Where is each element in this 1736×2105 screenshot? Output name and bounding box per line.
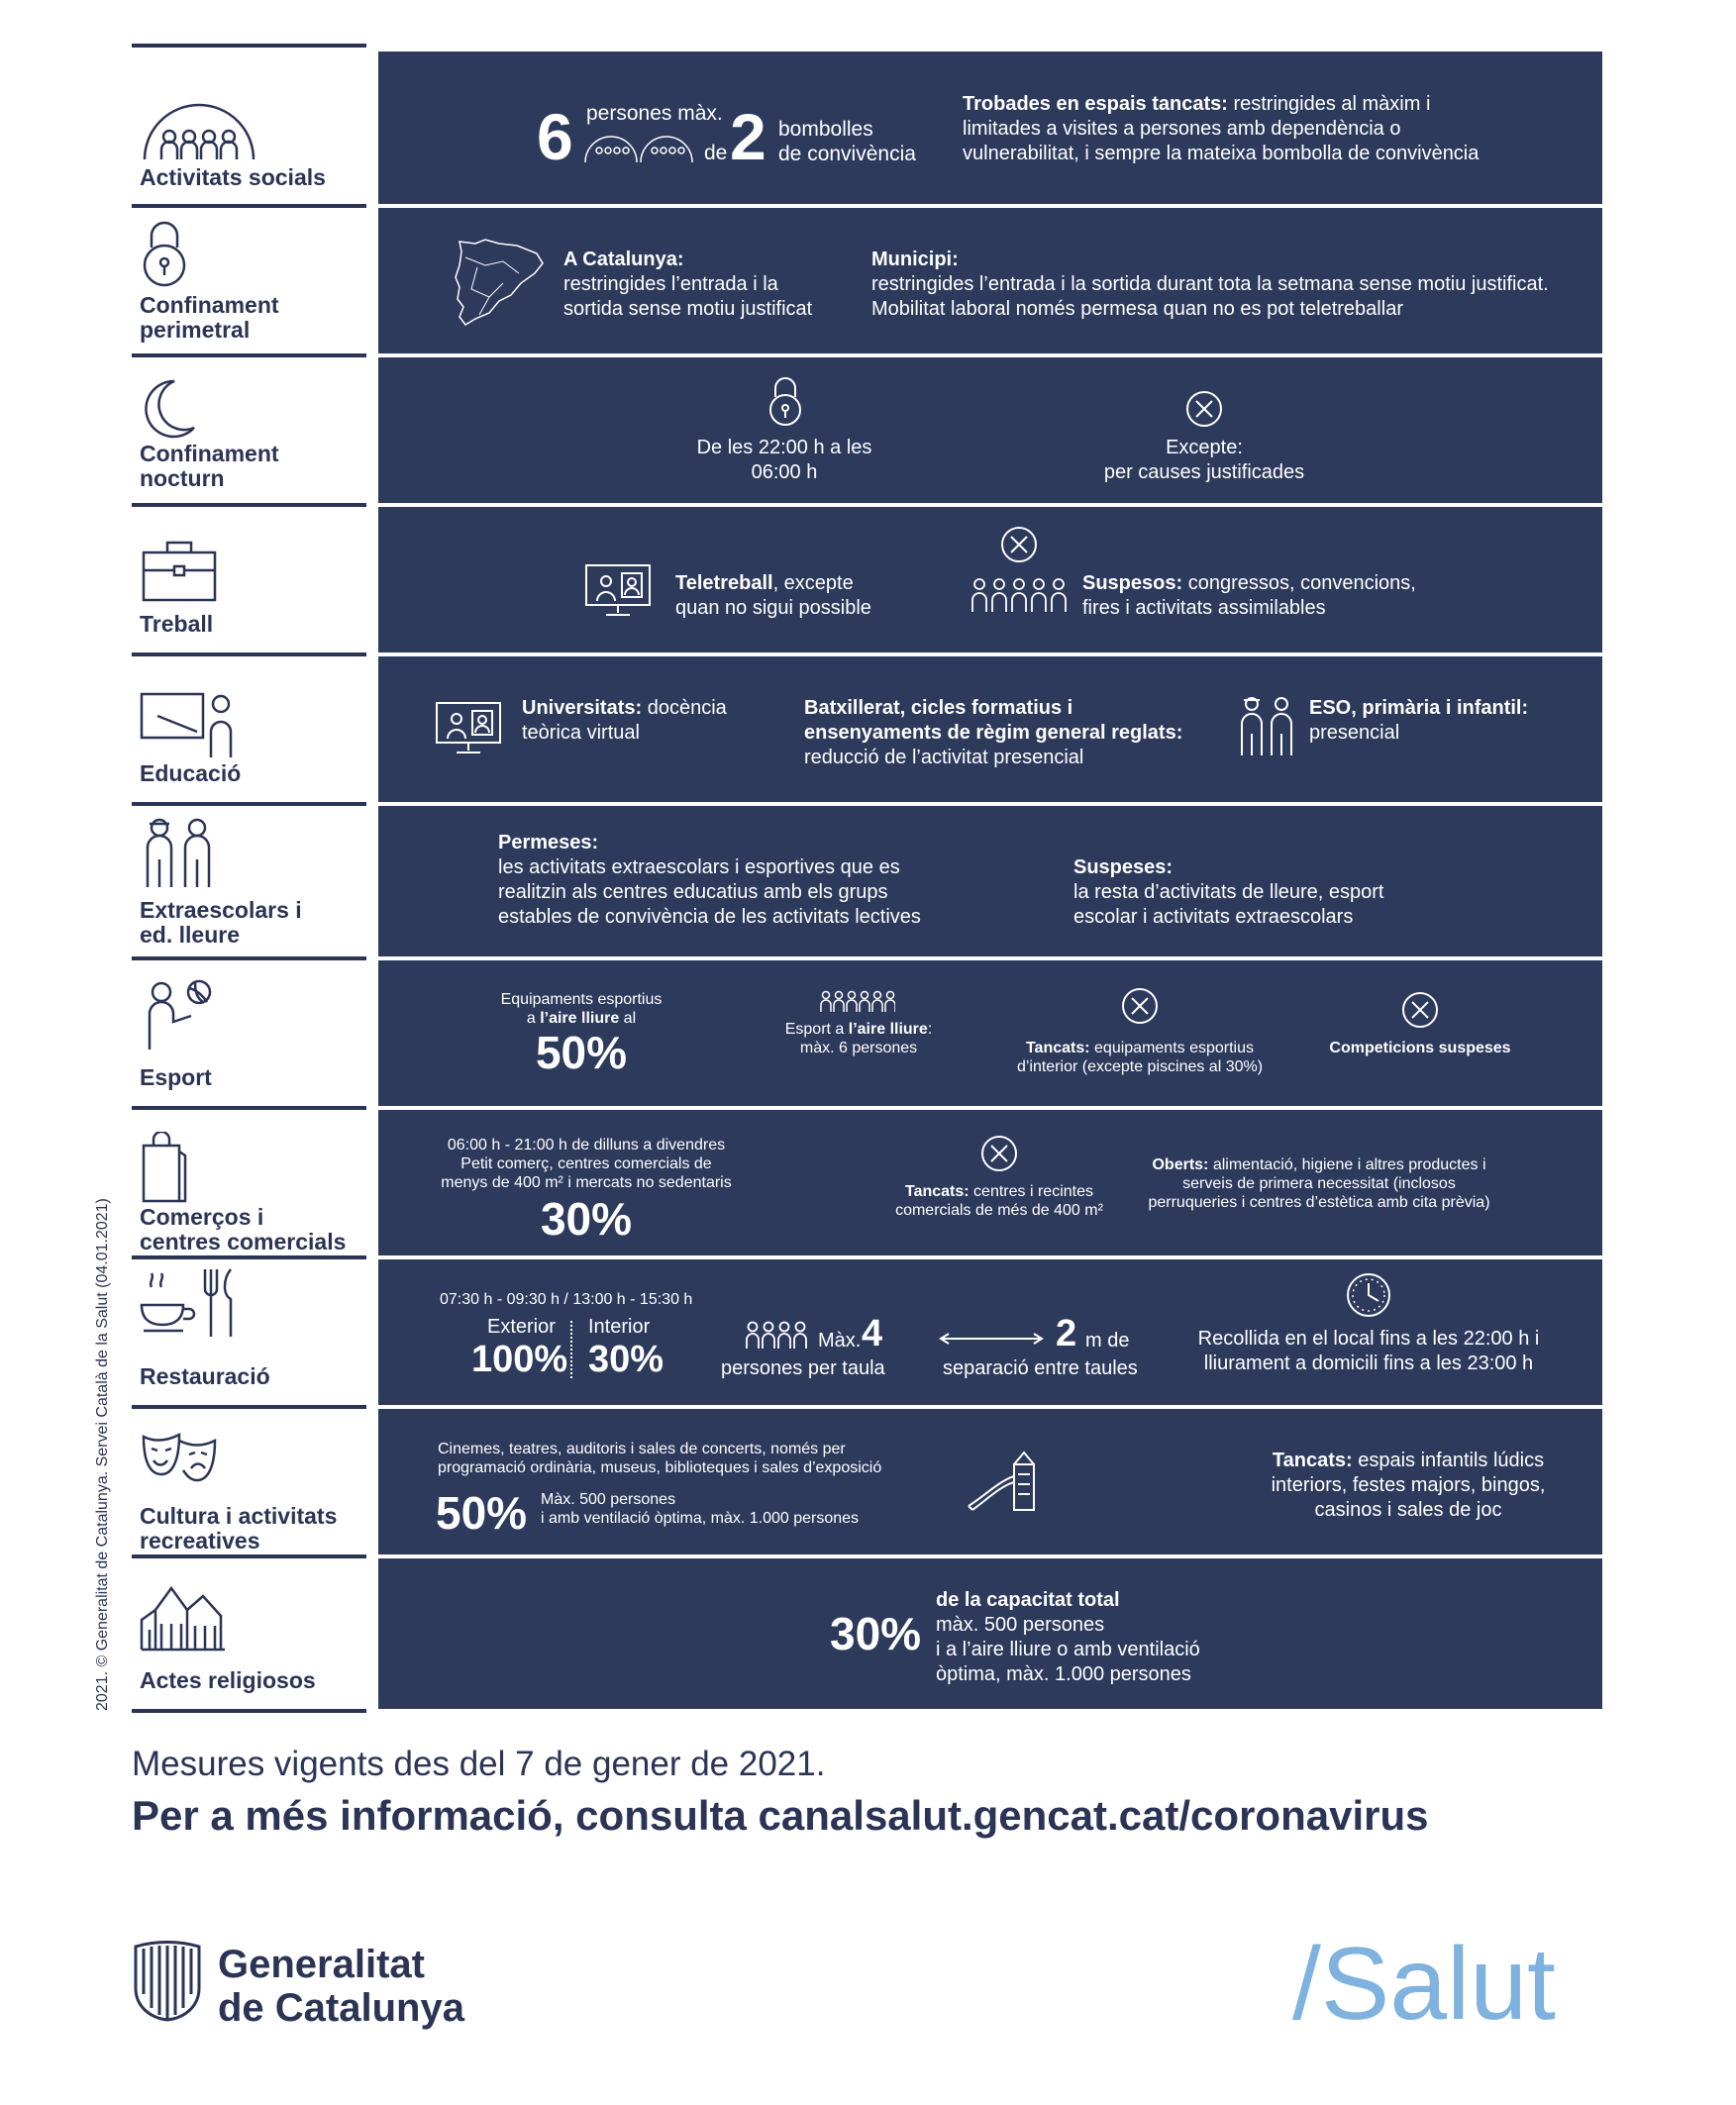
social-text-3: vulnerabilitat, i sempre la mateixa bombolla de convivència	[963, 143, 1480, 164]
audience-icon	[970, 576, 1068, 616]
suspeses-text-2: escolar i activitats extraescolars	[1073, 906, 1354, 928]
competitions-suspended: Competicions suspeses	[1329, 1040, 1511, 1056]
group-of-four-icon	[745, 1321, 808, 1351]
cross-circle-icon	[999, 525, 1039, 564]
suspesos-text-2: fires i activitats assimilables	[1082, 597, 1326, 619]
panel-nocturn	[378, 357, 1602, 503]
theatre-masks-icon	[140, 1427, 219, 1496]
category-educacio	[132, 652, 366, 806]
teletreball-text-1: Teletreball, excepte	[675, 572, 854, 594]
panel-extraescolars	[378, 806, 1602, 956]
divider	[132, 1709, 366, 1713]
except-1: Excepte:	[1166, 437, 1243, 458]
takeaway-1: Recollida en el local fins a les 22:00 h i	[1197, 1328, 1540, 1350]
category-extra	[132, 802, 366, 960]
open-shops-3: perruqueries i centres d’estètica amb cita prèvia)	[1148, 1194, 1490, 1211]
permeses-text-2: realitzin als centres educatius amb els grups	[498, 881, 888, 903]
cross-circle-icon	[1400, 990, 1440, 1030]
permeses-text-1: les activitats extraescolars i esportives que es	[498, 856, 900, 878]
teletreball-text-2: quan no sigui possible	[675, 597, 871, 619]
catalunya-text-1: restringides l’entrada i la	[563, 273, 778, 295]
closed-leisure-3: casinos i sales de joc	[1314, 1499, 1502, 1521]
eso-text-2: presencial	[1309, 722, 1400, 744]
category-religiosos	[132, 1554, 366, 1713]
category-esport	[132, 956, 366, 1110]
category-social	[132, 44, 366, 208]
footer-info: Per a més informació, consulta canalsalut.gencat.cat/coronavirus	[132, 1792, 1429, 1839]
de-label: de	[704, 142, 728, 164]
clock-icon	[1345, 1271, 1392, 1319]
interior-pct: 30%	[588, 1339, 664, 1380]
briefcase-icon	[140, 535, 219, 604]
religious-pct: 30%	[830, 1608, 922, 1659]
religious-text-3: òptima, màx. 1.000 persones	[936, 1663, 1191, 1685]
category-label: Comerços i centres comercials	[140, 1204, 347, 1254]
playground-icon	[965, 1449, 1044, 1514]
exterior-label: Exterior	[487, 1316, 556, 1338]
social-text-2: limitades a visites a persones amb dependència o	[963, 118, 1401, 140]
category-comerc	[132, 1106, 366, 1259]
group-dome-icon	[140, 95, 258, 164]
category-restauracio	[132, 1255, 366, 1409]
video-call-icon	[584, 563, 652, 618]
footer-validity: Mesures vigents des del 7 de gener de 2021.	[132, 1745, 826, 1783]
religious-text-1: màx. 500 persones	[936, 1614, 1105, 1636]
panel-educacio	[378, 656, 1602, 802]
closed-facilities-1: Tancats: equipaments esportius	[1025, 1040, 1255, 1056]
religious-title: de la capacitat total	[936, 1589, 1120, 1611]
culture-pct: 50%	[436, 1487, 528, 1539]
catalonia-map-icon	[438, 238, 547, 332]
divider	[132, 44, 366, 48]
moon-icon	[140, 373, 199, 443]
universitats-text-1: Universitats: docència	[522, 697, 727, 719]
panel-restauracio	[378, 1259, 1602, 1405]
persons-label: persones màx.	[586, 102, 723, 125]
suspesos-text-1: Suspesos: congressos, convencions,	[1082, 572, 1416, 594]
distance-arrow-icon	[939, 1332, 1044, 1346]
category-label: Restauració	[140, 1363, 270, 1389]
permeses-text-3: estables de convivència de les activitats lectives	[498, 906, 921, 928]
universitats-text-2: teòrica virtual	[522, 722, 640, 744]
bubbles-icon	[583, 131, 697, 164]
category-nocturn	[132, 353, 366, 507]
culture-text-1: Cinemes, teatres, auditoris i sales de concerts, només per	[438, 1441, 846, 1457]
outdoor-facilities-pct: 50%	[535, 1027, 628, 1078]
category-label: Educació	[140, 760, 242, 786]
shopping-bag-icon	[140, 1132, 189, 1206]
padlock-icon	[140, 216, 189, 290]
bubbles-number: 2	[730, 100, 766, 173]
bubbles-label-1: bombolles	[778, 118, 873, 141]
logo-line-1: Generalitat	[218, 1943, 425, 1986]
category-label: Esport	[140, 1064, 212, 1090]
curfew-hours-1: De les 22:00 h a les	[696, 437, 872, 458]
suspeses-text-1: la resta d’activitats de lleure, esport	[1073, 881, 1384, 903]
category-treball	[132, 503, 366, 656]
group-of-six-icon	[820, 990, 895, 1014]
category-label: Activitats socials	[140, 164, 326, 190]
closed-leisure-2: interiors, festes majors, bingos,	[1271, 1474, 1546, 1496]
restaurant-hours: 07:30 h - 09:30 h / 13:00 h - 15:30 h	[440, 1291, 693, 1308]
open-shops-1: Oberts: alimentació, higiene i altres productes i	[1152, 1156, 1486, 1173]
padlock-icon	[766, 373, 805, 428]
bubbles-label-2: de convivència	[778, 143, 916, 165]
children-icon	[1236, 694, 1297, 757]
panel-comercos	[378, 1110, 1602, 1255]
category-label: Treball	[140, 611, 214, 637]
religious-text-2: i a l’aire lliure o amb ventilació	[936, 1639, 1200, 1660]
municipi-text-2: Mobilitat laboral només permesa quan no es pot teletreballar	[871, 298, 1403, 320]
shop-text-2: Petit comerç, centres comercials de	[460, 1155, 712, 1172]
shop-hours: 06:00 h - 21:00 h de dilluns a divendres	[447, 1137, 726, 1153]
exterior-pct: 100%	[471, 1339, 568, 1380]
church-icon	[140, 1584, 229, 1654]
distance-label: separació entre taules	[943, 1357, 1138, 1379]
max-per-table: 4	[862, 1313, 883, 1354]
panel-treball	[378, 507, 1602, 652]
athlete-ball-icon	[140, 978, 219, 1052]
culture-max-1: Màx. 500 persones	[541, 1491, 676, 1508]
except-2: per causes justificades	[1103, 461, 1305, 483]
closed-facilities-2: d’interior (excepte piscines al 30%)	[1016, 1058, 1264, 1075]
outdoor-sport-1: Esport a l’aire lliure:	[784, 1021, 933, 1038]
generalitat-emblem-icon	[132, 1941, 203, 2022]
salut-brand: /Salut	[1292, 1927, 1556, 2042]
category-label: Actes religiosos	[140, 1667, 316, 1693]
logo-line-2: de Catalunya	[218, 1986, 464, 2030]
cross-circle-icon	[1120, 986, 1160, 1026]
category-label: Extraescolars i ed. lleure	[140, 897, 302, 948]
open-shops-2: serveis de primera necessitat (inclosos	[1182, 1175, 1456, 1192]
permeses-title: Permeses:	[498, 832, 599, 853]
side-credit: 2021. © Generalitat de Catalunya. Servei Català de la Salut (04.01.2021)	[94, 1198, 111, 1711]
outdoor-sport-2: màx. 6 persones	[799, 1040, 918, 1056]
catalunya-text-2: sortida sense motiu justificat	[563, 298, 813, 320]
outdoor-facilities-1: Equipaments esportius	[500, 991, 663, 1008]
divider	[570, 1321, 572, 1378]
outdoor-facilities-2: a l’aire lliure al	[526, 1010, 637, 1027]
shop-text-3: menys de 400 m² i mercats no sedentaris	[441, 1174, 732, 1191]
shop-pct: 30%	[540, 1193, 633, 1245]
batxillerat-text-2: ensenyaments de règim general reglats:	[804, 722, 1183, 744]
category-label: Confinament nocturn	[140, 441, 279, 491]
closed-leisure-1: Tancats: espais infantils lúdics	[1272, 1450, 1545, 1471]
culture-text-2: programació ordinària, museus, biblioteques i sales d’exposició	[438, 1459, 882, 1476]
category-label: Cultura i activitats recreatives	[140, 1503, 338, 1554]
culture-max-2: i amb ventilació òptima, màx. 1.000 persones	[541, 1510, 860, 1527]
social-text-1: Trobades en espais tancats: restringides al màxim i	[963, 93, 1431, 115]
panel-perimetral	[378, 208, 1602, 353]
panel-esport	[378, 960, 1602, 1106]
video-call-icon	[435, 701, 502, 755]
distance-number: 2	[1056, 1313, 1077, 1354]
interior-label: Interior	[588, 1316, 651, 1338]
cross-circle-icon	[1184, 389, 1224, 429]
panel-religiosos	[378, 1558, 1602, 1709]
municipi-title: Municipi:	[871, 249, 959, 270]
category-cultura	[132, 1405, 366, 1558]
municipi-text-1: restringides l’entrada i la sortida durant tota la setmana sense motiu justificat.	[871, 273, 1549, 295]
children-icon	[140, 816, 219, 890]
generalitat-logo-text	[218, 1943, 464, 2030]
panel-cultura	[378, 1409, 1602, 1554]
catalunya-title: A Catalunya:	[563, 249, 684, 270]
eso-text-1: ESO, primària i infantil:	[1309, 697, 1529, 719]
curfew-hours-2: 06:00 h	[751, 461, 818, 483]
category-perimetral	[132, 204, 366, 357]
batxillerat-text-3: reducció de l’activitat presencial	[804, 747, 1084, 768]
category-label: Confinament perimetral	[140, 292, 279, 343]
per-table-label: persones per taula	[721, 1357, 885, 1379]
cross-circle-icon	[979, 1134, 1019, 1173]
max-persons-number: 6	[537, 100, 573, 173]
closed-malls-1: Tancats: centres i recintes	[905, 1183, 1093, 1200]
panel-social	[378, 51, 1602, 204]
takeaway-2: lliurament a domicili fins a les 23:00 h	[1203, 1353, 1534, 1374]
suspeses-title: Suspeses:	[1073, 856, 1174, 878]
closed-malls-2: comercials de més de 400 m²	[895, 1202, 1103, 1219]
distance-unit: m de	[1085, 1330, 1130, 1352]
cup-cutlery-icon	[140, 1265, 239, 1340]
teacher-icon	[140, 690, 239, 759]
batxillerat-text-1: Batxillerat, cicles formatius i	[804, 697, 1073, 719]
max-label: Màx.	[818, 1330, 862, 1352]
